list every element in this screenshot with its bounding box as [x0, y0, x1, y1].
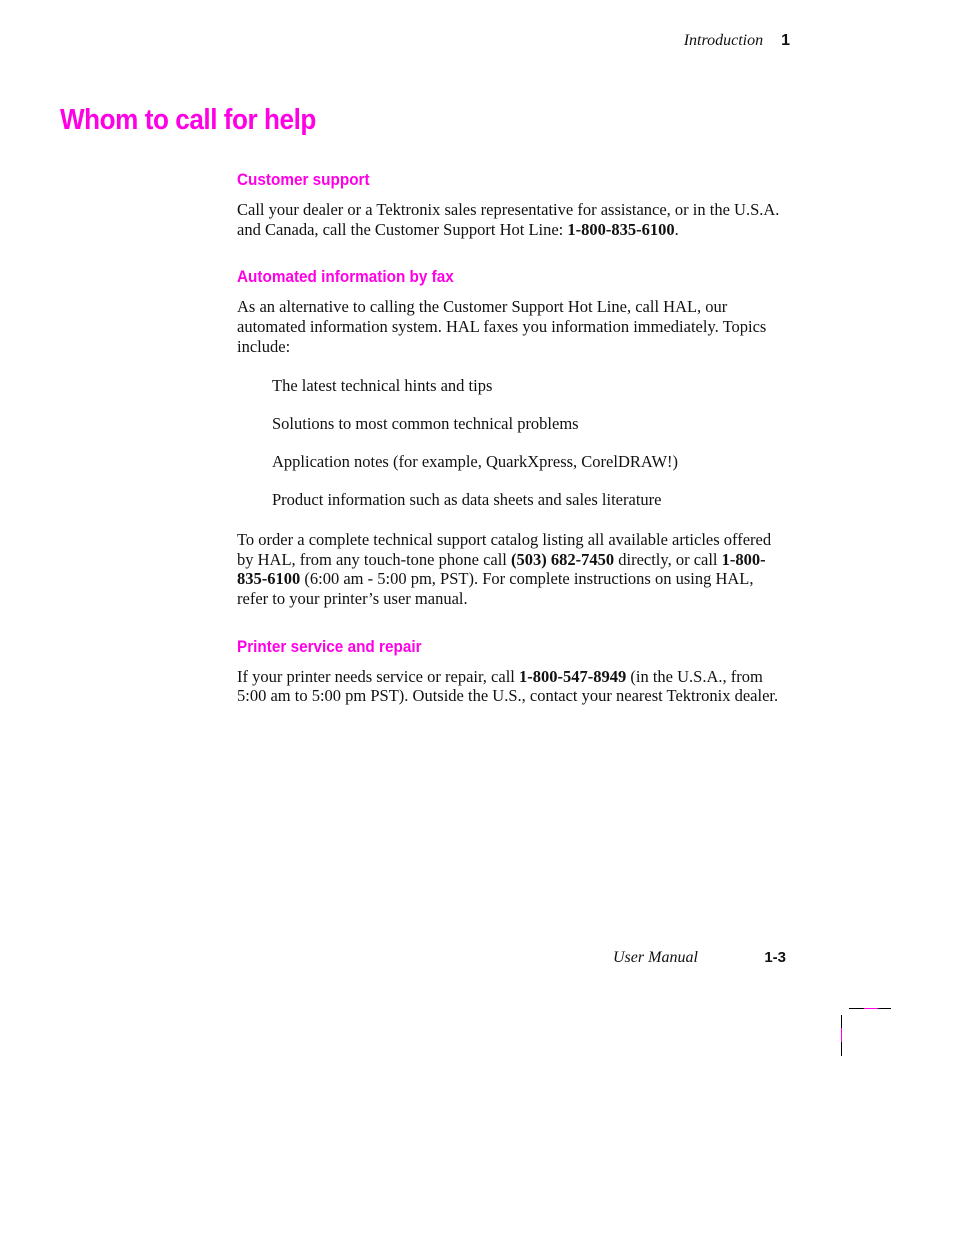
order-text-1: To order a complete technical support catalog listing all available articles offered by HAL, from any touch-tone phone call [237, 529, 772, 569]
list-item: The latest technical hints and tips [272, 375, 493, 395]
header-section-name: Introduction [683, 32, 764, 49]
crop-mark-horizontal-accent [864, 1008, 878, 1009]
running-header [600, 32, 790, 50]
fax-info-heading: Automated information by fax [237, 267, 454, 287]
service-repair-paragraph [237, 667, 782, 706]
hotline-phone-number: 1-800-835-6100 [567, 219, 675, 239]
service-phone-number: 1-800-547-8949 [519, 666, 627, 686]
customer-support-text-start: Call your dealer or a Tektronix sales representative for assistance, or in the U.S.A. and Canada, call the Customer Support Hot Line: [237, 200, 780, 239]
service-text-end: (in the U.S.A., from 5:00 am to 5:00 pm PST). Outside the U.S., contact your nearest Tektronix dealer. [237, 666, 779, 706]
fax-intro-paragraph: As an alternative to calling the Customer Support Hot Line, call HAL, our automated information system. HAL faxes you information immediately. Topics include: [237, 297, 767, 356]
main-content [237, 170, 782, 734]
service-text-start: If your printer needs service or repair, call [237, 666, 519, 686]
list-item: Application notes (for example, QuarkXpress, CorelDRAW!) [272, 451, 679, 471]
catalog-order-paragraph [237, 530, 782, 609]
order-text-2: directly, or call [614, 549, 722, 569]
customer-support-text-end: . [674, 219, 679, 239]
service-repair-heading: Printer service and repair [237, 636, 422, 656]
hal-tollfree-phone-number: 1-800-835-6100 [237, 549, 766, 589]
customer-support-heading: Customer support [237, 170, 370, 189]
list-item: Product information such as data sheets and sales literature [272, 490, 662, 510]
page-title: Whom to call for help [60, 104, 316, 136]
customer-support-paragraph [237, 200, 782, 239]
list-item: Solutions to most common technical problems [272, 413, 579, 433]
hal-direct-phone-number: (503) 682-7450 [511, 549, 615, 569]
order-text-3: (6:00 am - 5:00 pm, PST). For complete instructions on using HAL, refer to your printer’s user manual. [237, 569, 754, 608]
footer-manual-name: User Manual [613, 949, 698, 966]
topics-list [237, 376, 782, 510]
footer-page-number: 1-3 [764, 949, 786, 966]
crop-mark-vertical-accent [841, 1028, 842, 1042]
header-chapter-number: 1 [781, 32, 790, 49]
